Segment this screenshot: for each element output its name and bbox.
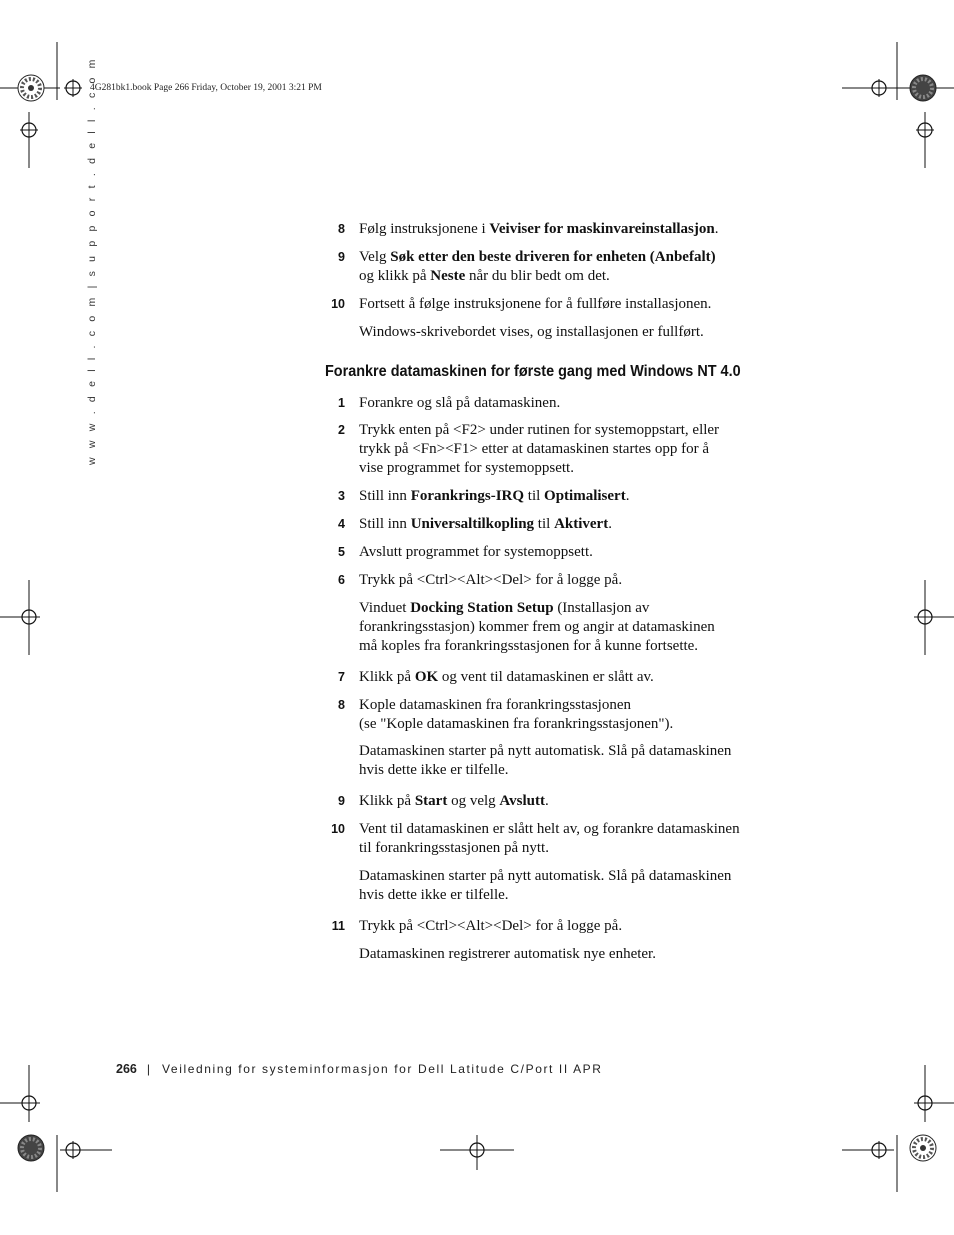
step-item	[325, 487, 785, 506]
step-note: Windows-skrivebordet vises, og installasjonen er fullført.	[359, 324, 704, 340]
step-text: Velg Søk etter den beste driveren for enheten (Anbefalt) og klikk på Neste når du blir bedt om det.	[359, 249, 716, 284]
step-number: 10	[331, 297, 345, 311]
step-note: Datamaskinen starter på nytt automatisk. Slå på datamaskinen hvis dette ikke er tilfelle.	[359, 743, 732, 778]
step-number: 8	[338, 698, 345, 712]
step-text: Trykk på <Ctrl><Alt><Del> for å logge på.	[359, 918, 623, 934]
step-item	[325, 668, 785, 687]
page-footer	[116, 1062, 603, 1076]
step-item	[325, 792, 785, 811]
step-item	[325, 571, 785, 590]
step-note: Datamaskinen registrerer automatisk nye enheter.	[359, 946, 656, 962]
step-text: Klikk på OK og vent til datamaskinen er slått av.	[359, 669, 654, 685]
footer-separator: |	[146, 1062, 150, 1076]
step-number: 1	[338, 396, 345, 410]
step-item	[325, 295, 785, 314]
step-number: 5	[338, 545, 345, 559]
step-number: 10	[331, 822, 345, 836]
step-text: Still inn Universaltilkopling til Aktivert.	[359, 516, 612, 532]
step-note: Datamaskinen starter på nytt automatisk. Slå på datamaskinen hvis dette ikke er tilfelle.	[359, 868, 732, 903]
step-number: 6	[338, 573, 345, 587]
step-item	[325, 248, 785, 286]
step-text: Fortsett å følge instruksjonene for å fullføre installasjonen.	[359, 296, 712, 312]
step-item	[325, 917, 785, 936]
step-number: 3	[338, 489, 345, 503]
step-text: Trykk på <Ctrl><Alt><Del> for å logge på.	[359, 572, 623, 588]
step-text: Trykk enten på <F2> under rutinen for systemoppstart, eller trykk på <Fn><F1> etter at datamaskinen startes opp for å vise programmet for systemoppsett.	[359, 422, 720, 476]
step-text: Forankre og slå på datamaskinen.	[359, 395, 561, 411]
step-number: 9	[338, 794, 345, 808]
step-number: 7	[338, 670, 345, 684]
section-heading: Forankre datamaskinen for første gang med Windows NT 4.0	[325, 363, 741, 380]
step-text: Kople datamaskinen fra forankringsstasjonen (se "Kople datamaskinen fra forankringsstasjonen").	[359, 697, 674, 732]
step-item	[325, 696, 785, 734]
step-text: Still inn Forankrings-IRQ til Optimalisert.	[359, 488, 630, 504]
step-number: 11	[331, 919, 345, 933]
step-text: Vent til datamaskinen er slått helt av, og forankre datamaskinen til forankringsstasjonen på nytt.	[359, 821, 740, 856]
page-number: 266	[116, 1062, 137, 1076]
step-item	[325, 394, 785, 413]
step-number: 2	[338, 423, 345, 437]
step-item	[325, 220, 785, 239]
step-note: Vinduet Docking Station Setup (Installasjon av forankringsstasjon) kommer frem og angir at datamaskinen må koples fra forankringsstasjonen for å kunne fortsette.	[359, 600, 715, 654]
footer-title: Veiledning for systeminformasjon for Dell Latitude C/Port II APR	[161, 1062, 603, 1076]
step-text: Følg instruksjonene i Veiviser for maskinvareinstallasjon.	[359, 221, 719, 237]
step-item	[325, 421, 785, 478]
step-item	[325, 820, 785, 858]
step-item	[325, 515, 785, 534]
side-url: w w w . d e l l . c o m | s u p p o r t . d e l l . c o m	[86, 56, 98, 465]
print-header: 4G281bk1.book Page 266 Friday, October 19, 2001 3:21 PM	[90, 83, 322, 93]
step-number: 8	[338, 222, 345, 236]
step-text: Klikk på Start og velg Avslutt.	[359, 793, 549, 809]
step-item	[325, 543, 785, 562]
step-text: Avslutt programmet for systemoppsett.	[359, 544, 593, 560]
step-number: 9	[338, 250, 345, 264]
step-number: 4	[338, 517, 345, 531]
